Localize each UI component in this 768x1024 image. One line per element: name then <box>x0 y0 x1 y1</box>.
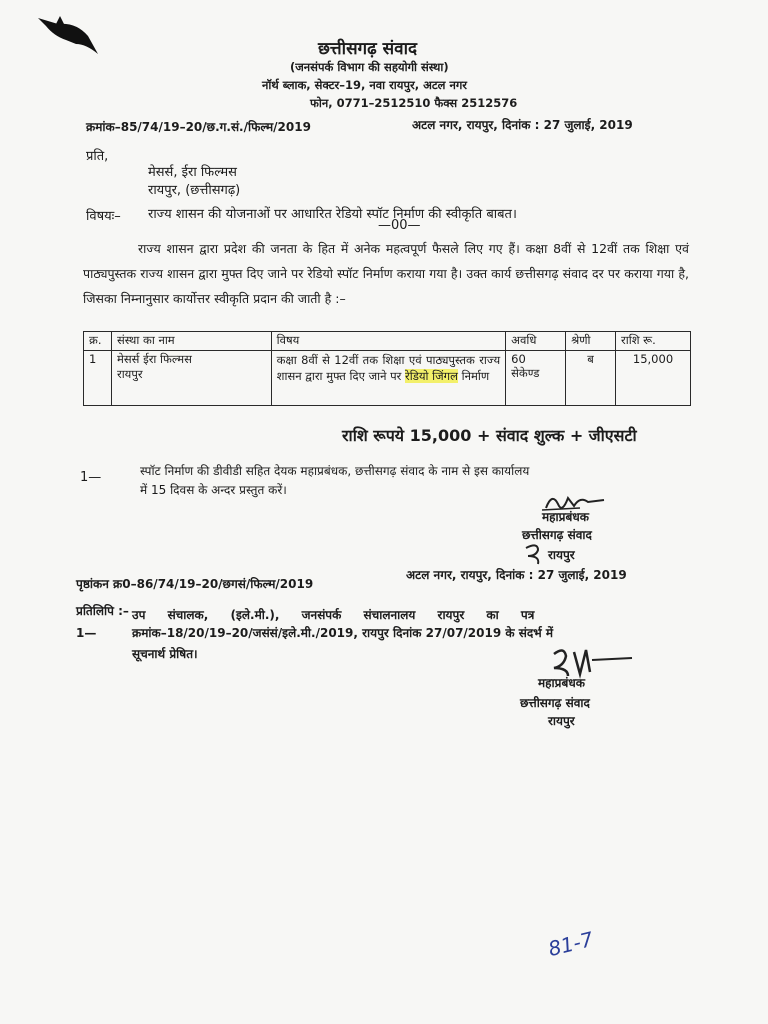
instruction-line2: में 15 दिवस के अन्दर प्रस्तुत करें। <box>140 483 287 497</box>
header-subject: विषय <box>271 332 506 351</box>
amount-line: राशि रूपये 15,000 + संवाद शुल्क + जीएसटी <box>342 426 637 445</box>
subject-text: राज्य शासन की योजनाओं पर आधारित रेडियो स्पॉट निर्माण की स्वीकृति बाबत। <box>148 207 517 222</box>
endorsement-line2: क्रमांक–18/20/19–20/जसंसं/इले.मी./2019, रायपुर दिनांक 27/07/2019 के संदर्भ में <box>132 626 554 640</box>
cell-duration <box>506 351 566 406</box>
table-row <box>84 351 691 406</box>
endorsement-item-number: 1— <box>76 626 97 640</box>
header-sno: क्र. <box>84 332 112 351</box>
cell-subject-highlight: रेडियो जिंगल <box>405 369 458 383</box>
endorsement-line3: सूचनार्थ प्रेषित। <box>132 647 198 661</box>
header-category: श्रेणी <box>566 332 616 351</box>
signature-2-city: रायपुर <box>548 714 575 728</box>
cell-subject-part1: कक्षा 8वीं से 12वीं तक शिक्षा एवं पाठ्यपुस्तक राज्य शासन द्वारा मुफ्त दिए जाने पर <box>276 353 501 383</box>
recipient-name: मेसर्स, ईरा फिल्मस <box>148 165 237 180</box>
copy-label: प्रतिलिपि :– <box>76 604 129 618</box>
cell-name-line2: रायपुर <box>116 367 143 381</box>
header-duration: अवधि <box>506 332 566 351</box>
cell-subject <box>271 351 506 406</box>
org-name: छत्तीसगढ़ संवाद <box>318 39 417 59</box>
cell-category: ब <box>566 351 616 406</box>
cell-subject-part2: निर्माण <box>457 369 490 383</box>
endorsement-number: पृष्ठांकन क्र0–86/74/19–20/छगसं/फिल्म/2019 <box>76 577 314 591</box>
approval-table <box>83 331 691 406</box>
org-subtitle: (जनसंपर्क विभाग की सहयोगी संस्था) <box>290 60 449 74</box>
signature-1-org: छत्तीसगढ़ संवाद <box>522 528 592 542</box>
signature-1-designation: महाप्रबंधक <box>542 510 589 524</box>
org-address: नॉर्थ ब्लाक, सेक्टर–19, नवा रायपुर, अटल नगर <box>262 78 468 92</box>
cell-amount: 15,000 <box>616 351 691 406</box>
header-name: संस्था का नाम <box>111 332 271 351</box>
signature-2-designation: महाप्रबंधक <box>538 676 585 690</box>
subject-label: विषयः– <box>86 209 121 224</box>
endorsement-line1: उप संचालक, (इले.मी.), जनसंपर्क संचालनालय रायपुर का पत्र <box>132 608 535 622</box>
body-paragraph: राज्य शासन द्वारा प्रदेश की जनता के हित में अनेक महत्वपूर्ण फैसले लिए गए हैं। कक्षा 8वीं से 12वीं तक शिक्षा एवं पाठ्यपुस्तक राज्य शासन द्वारा मुफ्त दिए जाने पर रेडियो स्पॉट निर्माण कराया गया है। उक्त कार्य छत्तीसगढ़ संवाद दर पर कराया गया है, जिसका निम्नानुसार कार्योत्तर स्वीकृति प्रदान की जाती है :– <box>83 241 689 306</box>
cell-duration-line1: 60 <box>511 352 526 366</box>
emblem-logo-icon <box>36 14 106 64</box>
org-phone: फोन, 0771–2512510 फैक्स 2512576 <box>310 96 518 110</box>
table-header-row <box>84 332 691 351</box>
instruction-number: 1— <box>80 470 102 485</box>
reference-date: अटल नगर, रायपुर, दिनांक : 27 जुलाई, 2019 <box>412 118 633 132</box>
recipient-city: रायपुर, (छत्तीसगढ़) <box>148 183 241 198</box>
cell-name-line1: मेसर्स ईरा फिल्मस <box>116 352 192 366</box>
header-amount: राशि रू. <box>616 332 691 351</box>
page-note: 81-7 <box>545 926 596 962</box>
signature-2-org: छत्तीसगढ़ संवाद <box>520 696 590 710</box>
instruction-line1: स्पॉट निर्माण की डीवीडी सहित देयक महाप्रबंधक, छत्तीसगढ़ संवाद के नाम से इस कार्यालय <box>140 464 530 478</box>
prati-label: प्रति, <box>86 149 109 164</box>
cell-duration-line2: सेकेण्ड <box>511 366 540 380</box>
initial-mark-icon <box>522 542 546 566</box>
reference-number: क्रमांक–85/74/19–20/छ.ग.सं./फिल्म/2019 <box>86 120 311 134</box>
cell-sno: 1 <box>84 351 112 406</box>
signature-1-city: रायपुर <box>548 548 575 562</box>
cell-name <box>111 351 271 406</box>
endorsement-date: अटल नगर, रायपुर, दिनांक : 27 जुलाई, 2019 <box>406 568 627 582</box>
separator: —00— <box>378 218 421 233</box>
